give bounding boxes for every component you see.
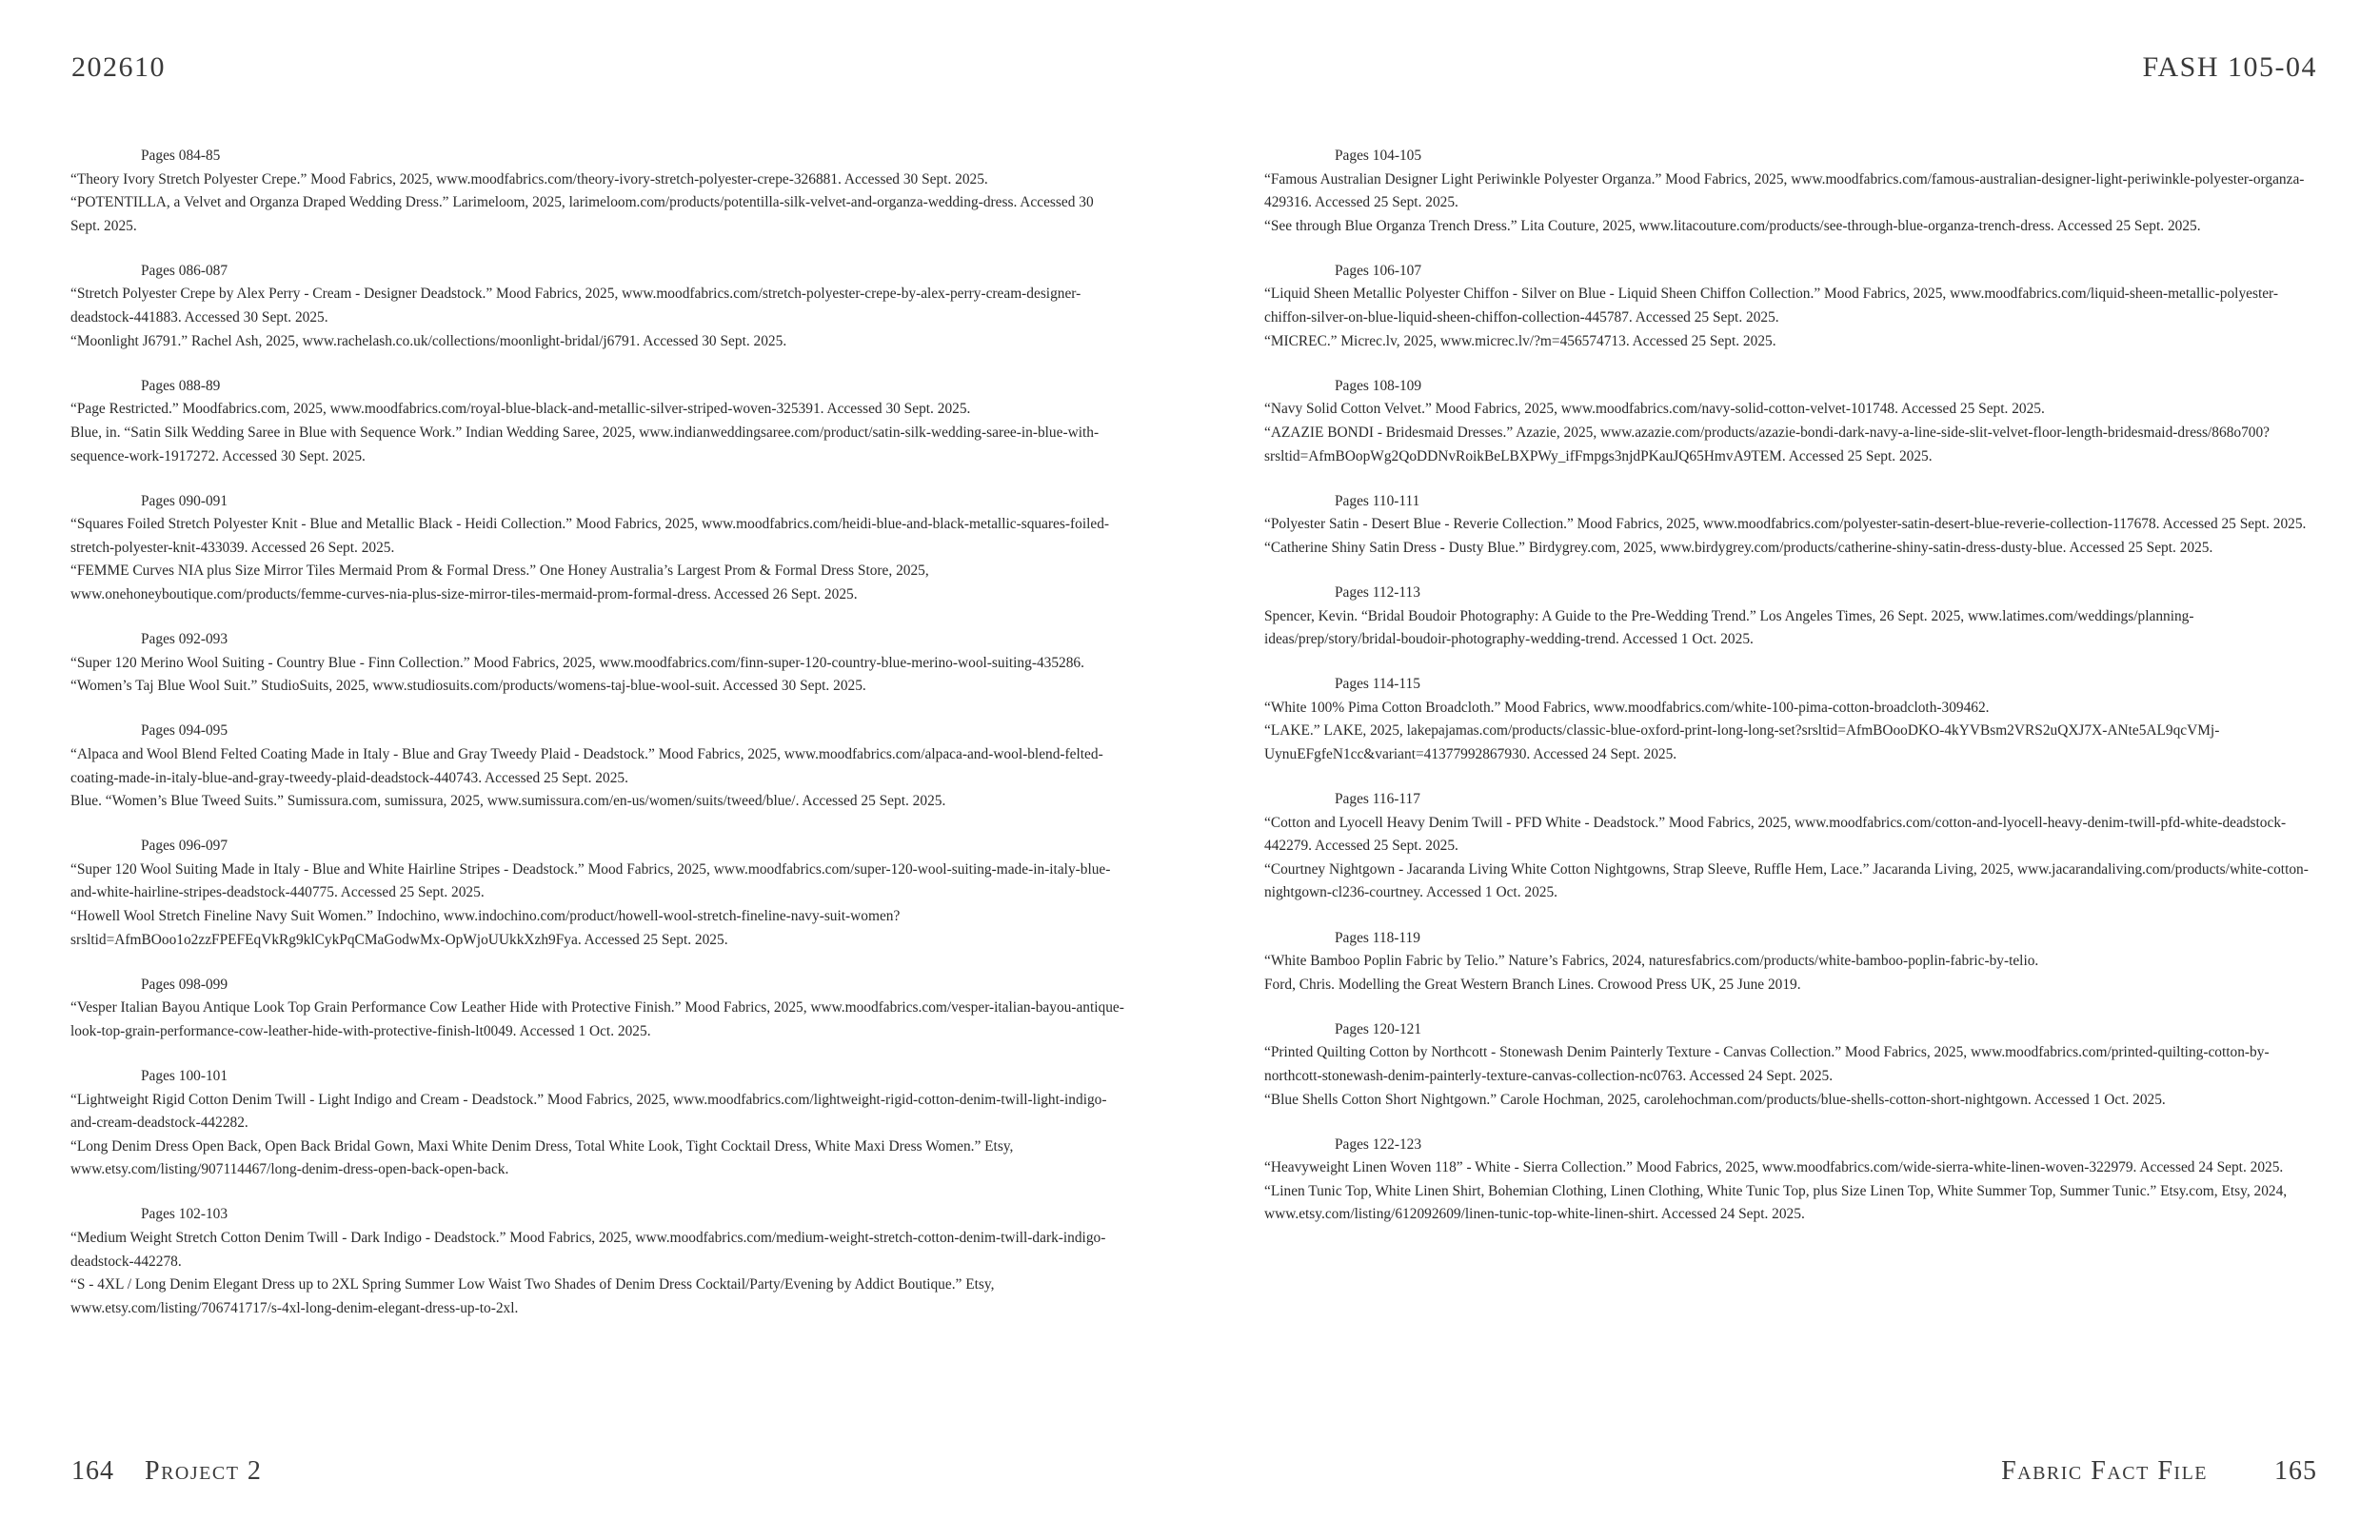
section-page-range: Pages 110-111 xyxy=(1335,492,1420,509)
citation-entry: “Catherine Shiny Satin Dress - Dusty Blue.” Birdygrey.com, 2025, www.birdygrey.com/products/catherine-shiny-satin-dress-dusty-blue. Accessed 25 Sept. 2025. xyxy=(1264,539,2213,556)
section-page-range: Pages 106-107 xyxy=(1335,262,1422,279)
citation-section xyxy=(1264,1134,2317,1227)
citation-entry: “White Bamboo Poplin Fabric by Telio.” Nature’s Fabrics, 2024, naturesfabrics.com/products/white-bamboo-poplin-fabric-by-telio. xyxy=(1264,953,2039,970)
citation-entry: “LAKE.” LAKE, 2025, lakepajamas.com/products/classic-blue-oxford-print-long-long-set?srsltid=AfmBOooDKO-4kYVBsm2VRS2uQXJ7X-ANte5AL9qcVMj-UynuEFgfeN1cc&variant=41377992867930. Accessed 24 Sept. 2025. xyxy=(1264,722,2220,762)
citation-entry: “Navy Solid Cotton Velvet.” Mood Fabrics, 2025, www.moodfabrics.com/navy-solid-cotton-velvet-101748. Accessed 25 Sept. 2025. xyxy=(1264,401,2045,418)
section-page-range: Pages 084-85 xyxy=(141,148,221,164)
citation-entry: “Printed Quilting Cotton by Northcott - Stonewash Denim Painterly Texture - Canvas Collection.” Mood Fabrics, 2025, www.moodfabrics.com/printed-quilting-cotton-by-northcott-stonewash-denim-painterly-texture-canvas-collection-nc0763. Accessed 24 Sept. 2025. xyxy=(1264,1044,2270,1084)
citation-entry: “Squares Foiled Stretch Polyester Knit - Blue and Metallic Black - Heidi Collection.” Mood Fabrics, 2025, www.moodfabrics.com/heidi-blue-and-black-metallic-squares-foiled-stretch-polyester-knit-433039. Accessed 26 Sept. 2025. xyxy=(70,516,1110,556)
footer-right xyxy=(2001,1456,2317,1487)
citation-section xyxy=(1264,927,2317,997)
section-page-range: Pages 116-117 xyxy=(1335,791,1420,808)
citation-entry: “Medium Weight Stretch Cotton Denim Twill - Dark Indigo - Deadstock.” Mood Fabrics, 2025, www.moodfabrics.com/medium-weight-stretch-cotton-denim-twill-dark-indigo-deadstock-442278. xyxy=(70,1230,1106,1270)
section-page-range: Pages 114-115 xyxy=(1335,676,1420,693)
citation-entry: “Theory Ivory Stretch Polyester Crepe.” Mood Fabrics, 2025, www.moodfabrics.com/theory-ivory-stretch-polyester-crepe-326881. Accessed 30 Sept. 2025. xyxy=(70,170,988,188)
citation-section xyxy=(1264,375,2317,468)
left-page-title: Project 2 xyxy=(145,1456,263,1486)
citation-entry: “Lightweight Rigid Cotton Denim Twill - Light Indigo and Cream - Deadstock.” Mood Fabrics, 2025, www.moodfabrics.com/lightweight-rigid-cotton-denim-twill-light-indigo-and-cream-deadstock-442282. xyxy=(70,1091,1107,1132)
citation-section xyxy=(1264,673,2317,766)
citation-entry: “MICREC.” Micrec.lv, 2025, www.micrec.lv/?m=456574713. Accessed 25 Sept. 2025. xyxy=(1264,332,1776,349)
section-page-range: Pages 108-109 xyxy=(1335,377,1422,394)
section-page-range: Pages 122-123 xyxy=(1335,1135,1422,1153)
citation-section xyxy=(1264,1018,2317,1112)
section-page-range: Pages 098-099 xyxy=(141,976,228,993)
section-page-range: Pages 096-097 xyxy=(141,838,228,855)
citation-section xyxy=(70,490,1125,607)
right-page-title: Fabric Fact File xyxy=(2001,1456,2208,1486)
citation-entry: Blue, in. “Satin Silk Wedding Saree in Blue with Sequence Work.” Indian Wedding Saree, 2025, www.indianweddingsaree.com/product/satin-silk-wedding-saree-in-blue-with-sequence-work-1917272. Accessed 30 Sept. 2025. xyxy=(70,424,1100,464)
citation-section xyxy=(1264,260,2317,353)
section-page-range: Pages 120-121 xyxy=(1335,1020,1422,1037)
citation-entry: “Moonlight J6791.” Rachel Ash, 2025, www.rachelash.co.uk/collections/moonlight-bridal/j6791. Accessed 30 Sept. 2025. xyxy=(70,332,787,349)
citation-section xyxy=(70,145,1125,238)
citation-entry: Blue. “Women’s Blue Tweed Suits.” Sumissura.com, sumissura, 2025, www.sumissura.com/en-us/women/suits/tweed/blue/. Accessed 25 Sept. 2025. xyxy=(70,793,946,810)
citation-entry: “AZAZIE BONDI - Bridesmaid Dresses.” Azazie, 2025, www.azazie.com/products/azazie-bondi-dark-navy-a-line-side-slit-velvet-floor-length-bridesmaid-dress/868o700?srsltid=AfmBOopWg2QoDDNvRoikBeLBXPWy_ifFmpgs3njdPKauJQ65HmvA9TEM. Accessed 25 Sept. 2025. xyxy=(1264,424,2271,464)
section-page-range: Pages 092-093 xyxy=(141,631,228,648)
citation-entry: “Blue Shells Cotton Short Nightgown.” Carole Hochman, 2025, carolehochman.com/products/blue-shells-cotton-short-nightgown. Accessed 1 Oct. 2025. xyxy=(1264,1091,2166,1108)
section-page-range: Pages 118-119 xyxy=(1335,929,1420,946)
citation-entry: “Liquid Sheen Metallic Polyester Chiffon - Silver on Blue - Liquid Sheen Chiffon Collection.” Mood Fabrics, 2025, www.moodfabrics.com/liquid-sheen-metallic-polyester-chiffon-silver-on-blue-liquid-sheen-chiffon-collection-445787. Accessed 25 Sept. 2025. xyxy=(1264,286,2279,326)
citation-section xyxy=(70,835,1125,952)
footer-left xyxy=(71,1456,262,1487)
citation-section xyxy=(70,260,1125,353)
citation-entry: Spencer, Kevin. “Bridal Boudoir Photography: A Guide to the Pre-Wedding Trend.” Los Angeles Times, 26 Sept. 2025, www.latimes.com/weddings/planning-ideas/prep/story/bridal-boudoir-photography-wedding-trend. Accessed 1 Oct. 2025. xyxy=(1264,607,2194,648)
citation-entry: “Cotton and Lyocell Heavy Denim Twill - PFD White - Deadstock.” Mood Fabrics, 2025, www.moodfabrics.com/cotton-and-lyocell-heavy-denim-twill-pfd-white-deadstock-442279. Accessed 25 Sept. 2025. xyxy=(1264,814,2287,855)
right-page-number: 165 xyxy=(2274,1456,2317,1486)
section-page-range: Pages 086-087 xyxy=(141,262,228,279)
citation-entry: “Super 120 Wool Suiting Made in Italy - Blue and White Hairline Stripes - Deadstock.” Mood Fabrics, 2025, www.moodfabrics.com/super-120-wool-suiting-made-in-italy-blue-and-white-hairline-stripes-deadstock-440775. Accessed 25 Sept. 2025. xyxy=(70,860,1111,901)
page-header-left: 202610 xyxy=(71,51,166,83)
citation-section xyxy=(70,1203,1125,1320)
citation-section xyxy=(1264,490,2317,561)
citation-entry: “POTENTILLA, a Velvet and Organza Draped Wedding Dress.” Larimeloom, 2025, larimeloom.com/products/potentilla-silk-velvet-and-organza-wedding-dress. Accessed 30 Sept. 2025. xyxy=(70,194,1094,234)
citation-entry: “Alpaca and Wool Blend Felted Coating Made in Italy - Blue and Gray Tweedy Plaid - Deadstock.” Mood Fabrics, 2025, www.moodfabrics.com/alpaca-and-wool-blend-felted-coating-made-in-italy-blue-and-gray-tweedy-plaid-deadstock-440743. Accessed 25 Sept. 2025. xyxy=(70,745,1103,786)
citation-entry: “Women’s Taj Blue Wool Suit.” StudioSuits, 2025, www.studiosuits.com/products/womens-taj-blue-wool-suit. Accessed 30 Sept. 2025. xyxy=(70,678,866,695)
citation-entry: “White 100% Pima Cotton Broadcloth.” Mood Fabrics, www.moodfabrics.com/white-100-pima-cotton-broadcloth-309462. xyxy=(1264,699,1990,716)
citation-entry: “Heavyweight Linen Woven 118” - White - Sierra Collection.” Mood Fabrics, 2025, www.moodfabrics.com/wide-sierra-white-linen-woven-322979. Accessed 24 Sept. 2025. xyxy=(1264,1159,2284,1176)
citation-entry: Ford, Chris. Modelling the Great Western Branch Lines. Crowood Press UK, 25 June 2019. xyxy=(1264,976,1801,993)
citation-entry: “See through Blue Organza Trench Dress.” Lita Couture, 2025, www.litacouture.com/products/see-through-blue-organza-trench-dress. Accessed 25 Sept. 2025. xyxy=(1264,217,2201,234)
section-page-range: Pages 100-101 xyxy=(141,1068,228,1084)
citation-entry: “Linen Tunic Top, White Linen Shirt, Bohemian Clothing, Linen Clothing, White Tunic Top, plus Size Linen Top, White Summer Top, Summer Tunic.” Etsy.com, Etsy, 2024, www.etsy.com/listing/612092609/linen-tunic-top-white-linen-shirt. Accessed 24 Sept. 2025. xyxy=(1264,1182,2288,1223)
section-page-range: Pages 088-89 xyxy=(141,377,221,394)
citation-section xyxy=(70,1065,1125,1182)
page-header-right: FASH 105-04 xyxy=(2142,51,2317,83)
section-page-range: Pages 112-113 xyxy=(1335,583,1420,601)
citation-entry: “Famous Australian Designer Light Periwinkle Polyester Organza.” Mood Fabrics, 2025, www.moodfabrics.com/famous-australian-designer-light-periwinkle-polyester-organza-429316. Accessed 25 Sept. 2025. xyxy=(1264,170,2305,211)
citation-entry: “Long Denim Dress Open Back, Open Back Bridal Gown, Maxi White Denim Dress, Total White Look, Tight Cocktail Dress, White Maxi Dress Women.” Etsy, www.etsy.com/listing/907114467/long-denim-dress-open-back-open-back. xyxy=(70,1137,1014,1178)
right-column-citations xyxy=(1264,145,2317,1249)
citation-entry: “Howell Wool Stretch Fineline Navy Suit Women.” Indochino, www.indochino.com/product/howell-wool-stretch-fineline-navy-suit-women?srsltid=AfmBOoo1o2zzFPEFEqVkRg9klCykPqCMaGodwMx-OpWjoUUkkXzh9Fya. Accessed 25 Sept. 2025. xyxy=(70,908,901,948)
citation-entry: “FEMME Curves NIA plus Size Mirror Tiles Mermaid Prom & Formal Dress.” One Honey Australia’s Largest Prom & Formal Dress Store, 2025, www.onehoneyboutique.com/products/femme-curves-nia-plus-size-mirror-tiles-mermaid-prom-formal-dress. Accessed 26 Sept. 2025. xyxy=(70,563,929,602)
citation-section xyxy=(70,375,1125,468)
citation-entry: “Courtney Nightgown - Jacaranda Living White Cotton Nightgowns, Strap Sleeve, Ruffle Hem, Lace.” Jacaranda Living, 2025, www.jacarandaliving.com/products/white-cotton-nightgown-cl236-courtney. Accessed 1 Oct. 2025. xyxy=(1264,860,2309,901)
citation-entry: “Page Restricted.” Moodfabrics.com, 2025, www.moodfabrics.com/royal-blue-black-and-metallic-silver-striped-woven-325391. Accessed 30 Sept. 2025. xyxy=(70,401,971,418)
citation-entry: “S - 4XL / Long Denim Elegant Dress up to 2XL Spring Summer Low Waist Two Shades of Denim Dress Cocktail/Party/Evening by Addict Boutique.” Etsy, www.etsy.com/listing/706741717/s-4xl-long-denim-elegant-dress-up-to-2xl. xyxy=(70,1276,995,1316)
citation-entry: “Stretch Polyester Crepe by Alex Perry - Cream - Designer Deadstock.” Mood Fabrics, 2025, www.moodfabrics.com/stretch-polyester-crepe-by-alex-perry-cream-designer-deadstock-441883. Accessed 30 Sept. 2025. xyxy=(70,286,1081,326)
left-column-citations xyxy=(70,145,1125,1342)
citation-entry: “Super 120 Merino Wool Suiting - Country Blue - Finn Collection.” Mood Fabrics, 2025, www.moodfabrics.com/finn-super-120-country-blue-merino-wool-suiting-435286. xyxy=(70,654,1084,671)
citation-section xyxy=(70,974,1125,1044)
citation-entry: “Vesper Italian Bayou Antique Look Top Grain Performance Cow Leather Hide with Protective Finish.” Mood Fabrics, 2025, www.moodfabrics.com/vesper-italian-bayou-antique-look-top-grain-performance-cow-leather-hide-with-protective-finish-lt0049. Accessed 1 Oct. 2025. xyxy=(70,999,1124,1039)
section-page-range: Pages 094-095 xyxy=(141,722,228,740)
section-page-range: Pages 090-091 xyxy=(141,492,228,509)
left-page-number: 164 xyxy=(71,1456,114,1486)
citation-section xyxy=(1264,145,2317,238)
citation-section xyxy=(1264,582,2317,652)
section-page-range: Pages 104-105 xyxy=(1335,148,1422,164)
citation-entry: “Polyester Satin - Desert Blue - Reverie Collection.” Mood Fabrics, 2025, www.moodfabrics.com/polyester-satin-desert-blue-reverie-collection-117678. Accessed 25 Sept. 2025. xyxy=(1264,516,2307,533)
section-page-range: Pages 102-103 xyxy=(141,1206,228,1223)
citation-section xyxy=(70,628,1125,699)
citation-section xyxy=(1264,788,2317,905)
citation-section xyxy=(70,720,1125,813)
